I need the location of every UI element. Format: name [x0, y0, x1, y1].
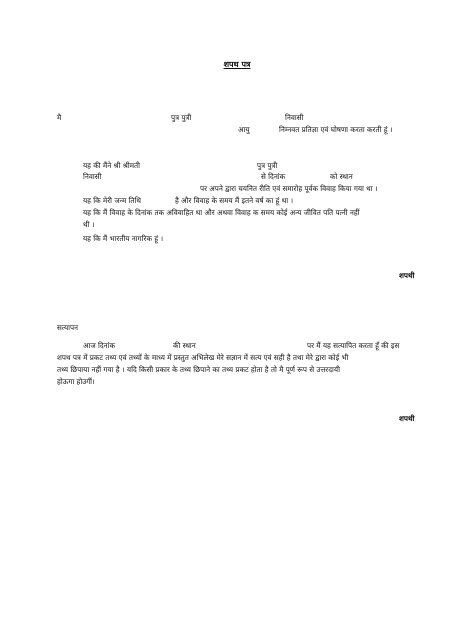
para-age-statement: है और विवाह के समय मैं इतने वर्ष का हूं था । [175, 196, 294, 205]
verification-statement-line4: होऊगा होउगीं। [57, 377, 95, 386]
deponent-signature-label: शपथी [399, 271, 415, 280]
intro-age-label: आयु [238, 125, 250, 134]
para-marriage-statement: पर अपने द्वारा चयनित रीति एवं समारोह पूर्वक विवाह किया गया था । [200, 184, 378, 193]
para-resident-label: निवासी [83, 172, 102, 181]
intro-pronoun: मै [57, 113, 62, 122]
para-unmarried-statement-end: थी । [83, 220, 95, 229]
verification-place-label: की स्थान [173, 341, 196, 350]
document-title: शपथ पत्र [223, 59, 251, 69]
para-citizen-statement: यह कि मैं भारतीय नागरिक हूं । [83, 234, 164, 243]
verification-date-label: आज दिनांक [83, 341, 116, 350]
para-place-label: को स्थान [330, 172, 353, 181]
para-from-date-label: से दिनांक [261, 172, 286, 181]
para-unmarried-statement: यह कि मैं विवाह के दिनांक तक अविवाहित था और अथवा विवाह क समय कोई अन्य जीवित पति पत्नी नहीं [83, 208, 360, 217]
para-married-to: यह की मैंने श्री श्रीमती [83, 161, 140, 170]
verification-statement-line3: तथ्य छिपाया नहीं गया है । यदि किसी प्रकार के तथ्य छिपाने का तथ्य प्रकट होता है तो मै पूर्ण रूप से उत्तरदायी [57, 365, 340, 374]
para-birth-date-label: यह कि मेरी जन्म तिथि [83, 196, 141, 205]
intro-resident-label: निवासी [285, 113, 304, 122]
intro-declaration-text: निम्नवत प्रतिज्ञा एवं घोषणा करता करती हूं । [279, 125, 393, 134]
verification-heading: सत्यापन [57, 323, 79, 332]
intro-son-daughter-label: पुत्र पुत्री [171, 113, 192, 122]
verification-signature-label: शपथी [399, 414, 415, 423]
verification-statement-start: पर मैं यह सत्यापित करता हूँ की इस [307, 341, 400, 350]
para-son-daughter-label: पुत्र पुत्री [257, 161, 278, 170]
verification-statement-line2: शपथ पत्र में प्रकट तथ्य एवं तथ्यों के माध्य में प्रस्तुत अभिलेख मेरे सज्ञान में सत्य एवं सही है तथा मेरे द्वारा कोई भी [57, 353, 349, 362]
